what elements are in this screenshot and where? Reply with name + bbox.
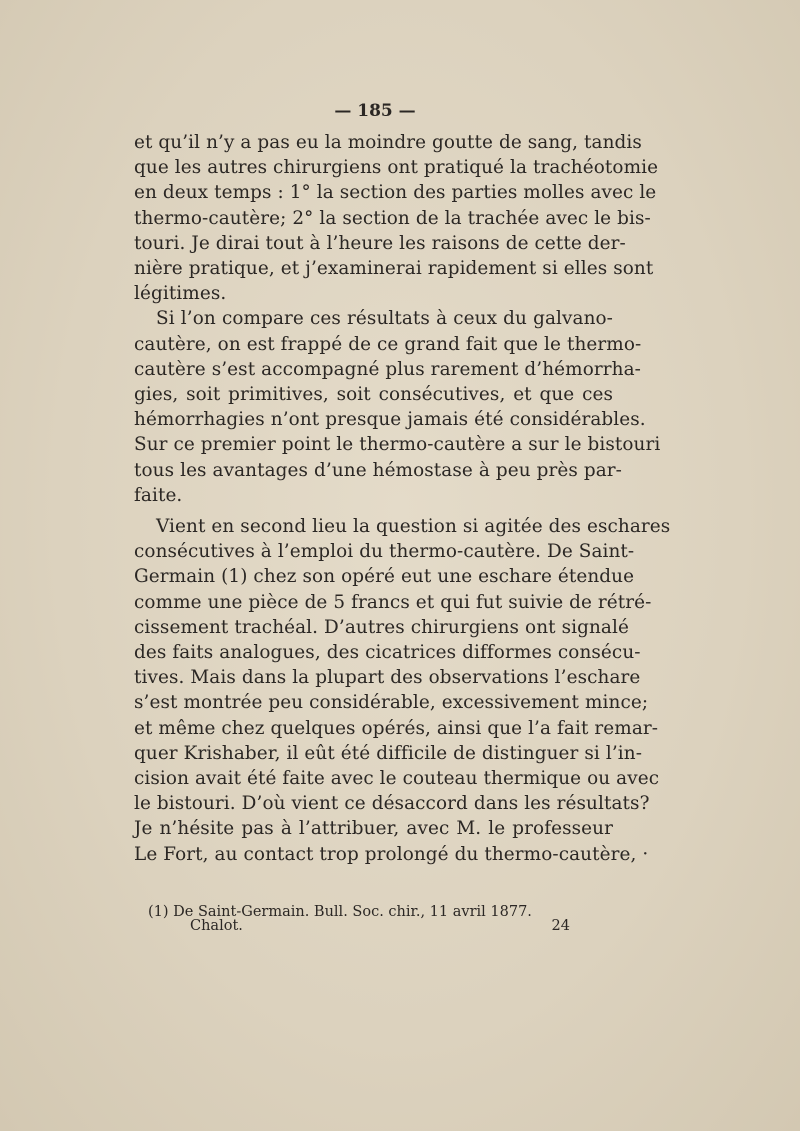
paragraph-2 — [134, 306, 661, 508]
text-line: que les autres chirurgiens ont pratiqué la trachéotomie — [134, 157, 659, 179]
text-line: Germain (1) chez son opéré eut une eschare étendue — [134, 566, 635, 588]
text-line: hémorrhagies n’ont presque jamais été considérables. — [134, 409, 646, 431]
text-line: faite. — [134, 484, 183, 506]
text-line: comme une pièce de 5 francs et qui fut suivie de rétré- — [134, 591, 652, 613]
text-line: et même chez quelques opérés, ainsi que l’a fait remar- — [134, 717, 659, 739]
text-line: Le Fort, au contact trop prolongé du thermo-cautère, · — [134, 843, 649, 865]
text-line: quer Krishaber, il eût été difficile de distinguer si l’in- — [134, 742, 643, 764]
text-line: cautère, on est frappé de ce grand fait que le thermo- — [134, 333, 642, 355]
text-line: le bistouri. D’où vient ce désaccord dans les résultats? — [134, 793, 650, 815]
text-line: des faits analogues, des cicatrices difformes consécu- — [134, 642, 641, 664]
text-line: s’est montrée peu considérable, excessivement mince; — [134, 692, 649, 714]
text-line: nière pratique, et j’examinerai rapidement si elles sont — [134, 258, 654, 280]
text-line: et qu’il n’y a pas eu la moindre goutte de sang, tandis — [134, 132, 642, 153]
page-number: — 185 — — [334, 101, 416, 121]
text-line: Sur ce premier point le thermo-cautère a sur le bistouri — [134, 434, 661, 456]
text-line: cision avait été faite avec le couteau thermique ou avec — [134, 768, 660, 790]
paragraph-1 — [134, 130, 659, 306]
text-line: consécutives à l’emploi du thermo-cautère. De Saint- — [134, 541, 635, 563]
footnote: (1) De Saint-Germain. Bull. Soc. chir., 11 avril 1877. — [148, 904, 532, 920]
body-text — [134, 130, 671, 867]
text-line: légitimes. — [134, 283, 227, 305]
text-line: thermo-cautère; 2° la section de la trachée avec le bis- — [134, 207, 651, 229]
paragraph-3 — [134, 514, 671, 867]
signature-mark: Chalot. — [190, 918, 243, 934]
text-line: touri. Je dirai tout à l’heure les raisons de cette der- — [134, 232, 626, 254]
text-line: en deux temps : 1° la section des parties molles avec le — [134, 182, 657, 204]
text-line: Vient en second lieu la question si agitée des eschares — [156, 516, 671, 538]
sheet-number: 24 — [551, 918, 570, 934]
text-line: Je n’hésite pas à l’attribuer, avec M. le professeur — [134, 818, 613, 840]
text-line: cautère s’est accompagné plus rarement d’hémorrha- — [134, 358, 641, 380]
text-line: tous les avantages d’une hémostase à peu près par- — [134, 459, 622, 481]
text-line: cissement trachéal. D’autres chirurgiens ont signalé — [134, 616, 629, 638]
text-line: gies, soit primitives, soit consécutives, et que ces — [134, 384, 613, 406]
text-line: Si l’on compare ces résultats à ceux du galvano- — [156, 308, 613, 330]
text-line: tives. Mais dans la plupart des observations l’eschare — [134, 667, 641, 689]
